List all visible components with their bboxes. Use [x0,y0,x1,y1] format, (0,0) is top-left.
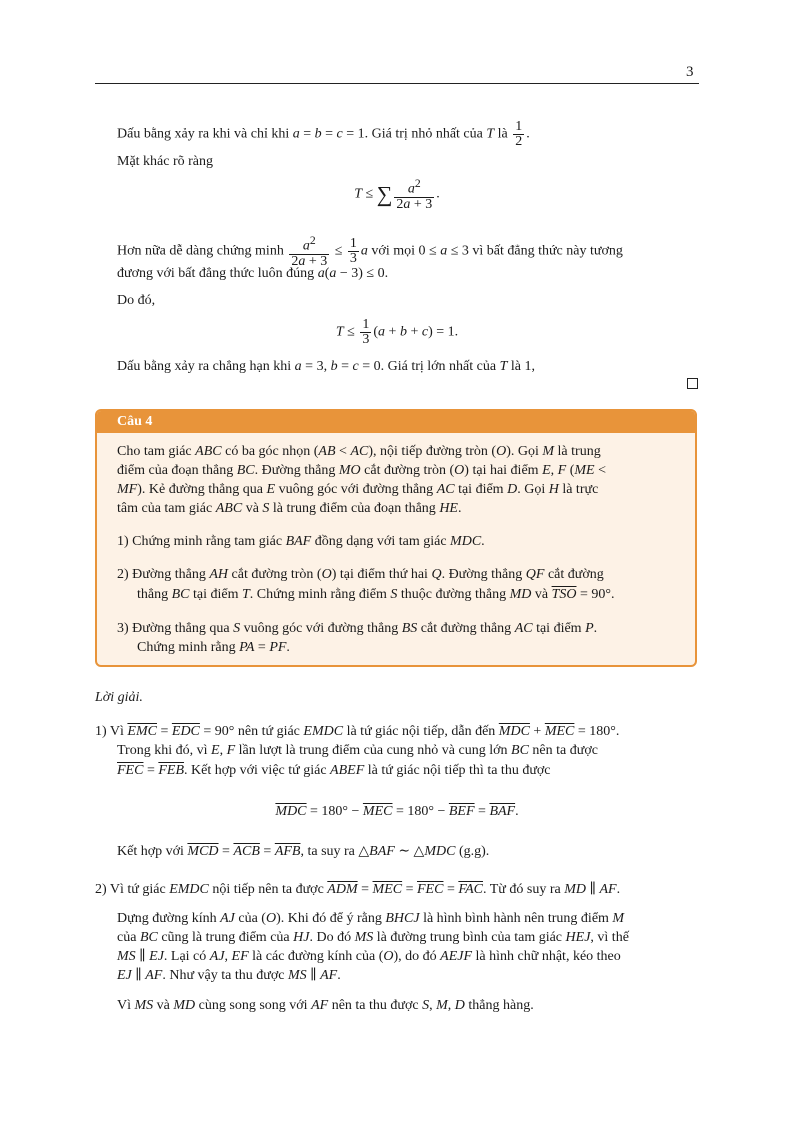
text-line: đương với bất đẳng thức luôn đúng a(a − 3) ≤ 0. [117,266,389,281]
equation: T ≤ ∑ $\frac{a^2}{2a + 3}$ . [354,177,440,212]
problem-item: thẳng BC tại điểm T. Chứng minh rằng điểm S thuộc đường thẳng MD và $\overline{TSO} = 90^\circ$. [137,587,615,602]
solution-line: MS ∥ EJ. Lại có AJ, EF là các đường kính của (O), do đó AEJF là hình chữ nhật, kéo theo [117,949,621,964]
equation: T ≤ $\frac{1}{3}$ (a + b + c) = 1. [335,317,459,347]
problem-item: 3) Đường thẳng qua S vuông góc với đường thẳng BS cắt đường thẳng AC tại điểm P. [117,621,598,636]
solution-line: $\overline{FEC} = \overline{FEB}$. Kết hợp với việc tứ giác ABEF là tứ giác nội tiếp thì ta thu được [117,763,551,778]
solution-line: EJ ∥ AF. Như vậy ta thu được MS ∥ AF. [117,968,341,983]
solution-line: Vì MS và MD cùng song song với AF nên ta thu được S, M, D thẳng hàng. [117,998,534,1013]
problem-text: tâm của tam giác ABC và S là trung điểm của đoạn thẳng HE. [117,501,462,516]
solution-line: Kết hợp với $\overline{MCD} = \overline{ACB} = \overline{AFB}$, ta suy ra △BAF ∼ △MDC (g.g). [117,844,490,859]
problem-box [95,409,697,667]
qed-square-icon [687,378,698,389]
solution-line: 1) Vì $\overline{EMC} = \overline{EDC} = 90^\circ$ nên tứ giác EMDC là tứ giác nội tiếp, dẫn đến $\overline{MDC} + \overline{MEC} = 180^\circ$. [95,724,620,739]
text-line: Dấu bằng xảy ra khi và chỉ khi a = b = c = 1. Giá trị nhỏ nhất của T là $\frac{1}{2}$ . [117,119,530,149]
problem-text: điểm của đoạn thẳng BC. Đường thẳng MO cắt đường tròn (O) tại hai điểm E, F (ME < [117,463,606,478]
equation: $\overline{MDC} = 180^\circ - \overline{MEC} = 180^\circ - \overline{BEF} = \overline{BAF}$. [275,804,519,819]
solution-line: Trong khi đó, vì E, F lần lượt là trung điểm của cung nhỏ và cung lớn BC nên ta được [117,743,598,758]
problem-title: Câu 4 [117,414,153,429]
text-line: Dấu bằng xảy ra chẳng hạn khi a = 3, b = c = 0. Giá trị lớn nhất của T là 1, [117,359,535,374]
solution-line: của BC cũng là trung điểm của HJ. Do đó MS là đường trung bình của tam giác HEJ, vì thế [117,930,629,945]
problem-item: 2) Đường thẳng AH cắt đường tròn (O) tại điểm thứ hai Q. Đường thẳng QF cắt đường [117,567,604,582]
solution-line: 2) Vì tứ giác EMDC nội tiếp nên ta được $\overline{ADM} = \overline{MEC} = \overline{FEC} = \overline{FAC}$. Từ đó suy ra MD ∥ AF. [95,882,621,897]
text-line: Do đó, [117,293,156,308]
page-number: 3 [686,64,694,80]
problem-text: MF). Kẻ đường thẳng qua E vuông góc với đường thẳng AC tại điểm D. Gọi H là trực [117,482,599,497]
solution-line: Dựng đường kính AJ của (O). Khi đó để ý rằng BHCJ là hình bình hành nên trung điểm M [117,911,625,926]
problem-box-header [97,411,695,433]
problem-item: 1) Chứng minh rằng tam giác BAF đồng dạng với tam giác MDC. [117,534,485,549]
text-line: Hơn nữa dễ dàng chứng minh $\frac{a^2}{2a + 3}$ ≤ $\frac{1}{3}$ a với mọi 0 ≤ a ≤ 3 vì bất đẳng thức này tương [117,234,623,269]
header-rule [95,83,699,84]
problem-text: Cho tam giác ABC có ba góc nhọn (AB < AC), nội tiếp đường tròn (O). Gọi M là trung [117,444,601,459]
problem-item: Chứng minh rằng PA = PF. [137,640,290,655]
solution-heading: Lời giải. [95,690,143,705]
text-line: Mặt khác rõ ràng [117,154,214,169]
